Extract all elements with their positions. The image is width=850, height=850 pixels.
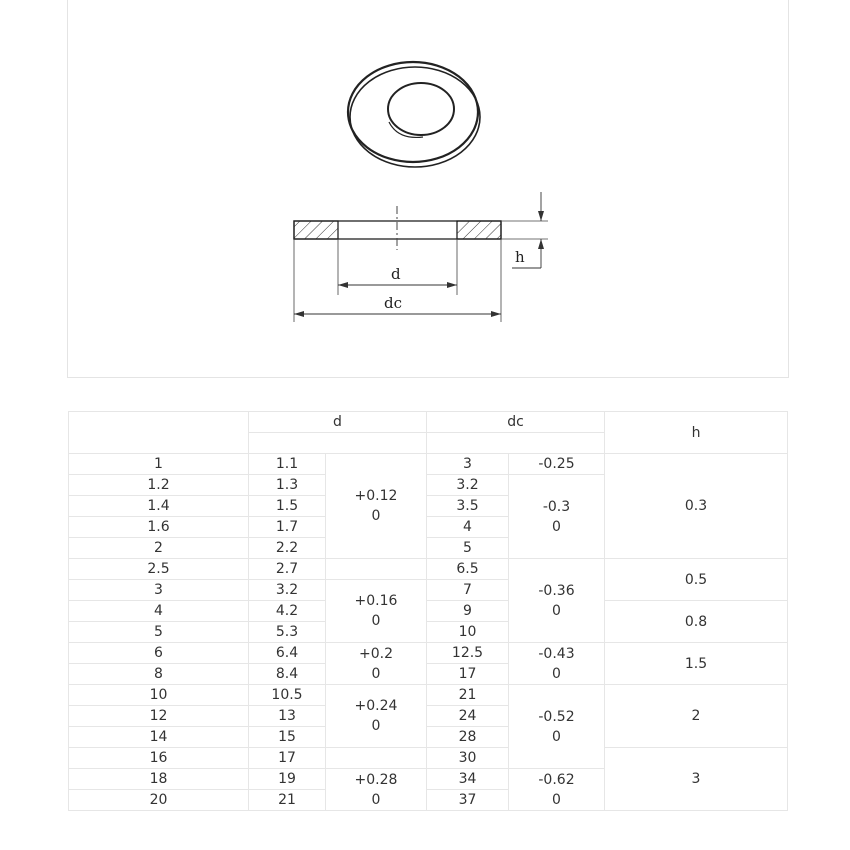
header-d-sub [249,433,427,454]
header-row [69,412,788,433]
dc-tolerance-cell [509,454,605,475]
dc-cell: 3 [427,454,509,475]
d-tolerance-blank [326,748,427,769]
d-tolerance-cell [326,769,427,811]
d-tolerance-cell [326,454,427,559]
dc-tol-upper: -0.43 [538,645,575,662]
h-cell: 0.5 [605,559,788,601]
table-row [69,601,788,622]
dc-tol-upper: -0.52 [538,708,575,725]
label-d: d [391,265,401,283]
dc-cell: 10 [427,622,509,643]
table-row [69,685,788,706]
d-cell: 4.2 [249,601,326,622]
table-row [69,559,788,580]
dc-tol-lower: 0 [552,665,561,682]
nominal-cell: 4 [69,601,249,622]
drawing-panel [67,0,789,378]
d-tolerance-cell [326,685,427,748]
nominal-cell: 1.2 [69,475,249,496]
d-cell: 10.5 [249,685,326,706]
dc-tol-lower: 0 [552,791,561,808]
nominal-cell: 5 [69,622,249,643]
nominal-cell: 14 [69,727,249,748]
dc-tol-lower: 0 [552,728,561,745]
d-tolerance-cell [326,643,427,685]
dc-tolerance-cell [509,559,605,643]
d-cell: 3.2 [249,580,326,601]
header-d: d [249,412,427,433]
d-tol-upper: +0.28 [354,771,398,788]
dc-cell: 37 [427,790,509,811]
dc-tol-lower: 0 [552,602,561,619]
nominal-cell: 16 [69,748,249,769]
d-cell: 1.1 [249,454,326,475]
d-cell: 2.2 [249,538,326,559]
d-tolerance-cell [326,580,427,643]
nominal-cell: 2 [69,538,249,559]
nominal-cell: 12 [69,706,249,727]
dc-cell: 17 [427,664,509,685]
h-cell: 1.5 [605,643,788,685]
d-tol-upper: +0.24 [354,698,398,714]
nominal-cell: 2.5 [69,559,249,580]
d-tol-upper: +0.16 [354,593,398,609]
h-cell: 0.8 [605,601,788,643]
d-tol-lower: 0 [371,613,381,629]
washer-3d-view [348,62,480,167]
dc-tolerance-cell [509,643,605,685]
d-cell: 8.4 [249,664,326,685]
d-cell: 5.3 [249,622,326,643]
dc-cell: 12.5 [427,643,509,664]
nominal-cell: 3 [69,580,249,601]
header-h: h [605,412,788,454]
spec-table [68,411,788,811]
washer-section-view [294,192,548,322]
dc-cell: 7 [427,580,509,601]
nominal-cell: 1 [69,454,249,475]
table-row [69,748,788,769]
d-cell: 2.7 [249,559,326,580]
header-dc-sub [427,433,605,454]
d-tol-lower: 0 [371,665,381,682]
nominal-cell: 10 [69,685,249,706]
d-cell: 17 [249,748,326,769]
dc-cell: 3.2 [427,475,509,496]
dc-cell: 9 [427,601,509,622]
header-dc: dc [427,412,605,433]
d-tol-lower: 0 [371,508,381,524]
nominal-cell: 1.4 [69,496,249,517]
d-cell: 19 [249,769,326,790]
dc-cell: 4 [427,517,509,538]
dc-cell: 28 [427,727,509,748]
label-dc: dc [384,294,403,312]
d-cell: 6.4 [249,643,326,664]
dc-cell: 6.5 [427,559,509,580]
d-cell: 15 [249,727,326,748]
d-cell: 13 [249,706,326,727]
d-cell: 1.5 [249,496,326,517]
nominal-cell: 1.6 [69,517,249,538]
d-cell: 21 [249,790,326,811]
d-tol-upper: +0.2 [359,645,393,662]
label-h: h [515,248,525,266]
dc-cell: 5 [427,538,509,559]
h-cell: 2 [605,685,788,748]
d-tol-upper: +0.12 [354,488,398,504]
table-row [69,643,788,664]
nominal-cell: 8 [69,664,249,685]
h-cell: 3 [605,748,788,811]
nominal-cell: 18 [69,769,249,790]
table-row [69,454,788,475]
dc-cell: 30 [427,748,509,769]
dc-tolerance-cell [509,769,605,811]
nominal-cell: 20 [69,790,249,811]
h-cell: 0.3 [605,454,788,559]
dc-tolerance-cell [509,475,605,559]
dc-tol-lower: 0 [552,518,561,535]
header-nominal [69,412,249,454]
d-tolerance-blank [326,559,427,580]
d-cell: 1.7 [249,517,326,538]
washer-drawing [68,0,790,378]
dc-tol-upper: -0.36 [538,582,575,599]
dc-cell: 24 [427,706,509,727]
d-cell: 1.3 [249,475,326,496]
dc-tolerance-cell [509,685,605,769]
dc-tol-upper: -0.62 [538,771,575,788]
dc-cell: 3.5 [427,496,509,517]
d-tol-lower: 0 [371,718,381,734]
d-tol-lower: 0 [371,791,381,808]
dc-tol-upper: -0.25 [538,456,575,472]
nominal-cell: 6 [69,643,249,664]
dc-cell: 21 [427,685,509,706]
dc-tol-upper: -0.3 [542,498,571,515]
dc-cell: 34 [427,769,509,790]
